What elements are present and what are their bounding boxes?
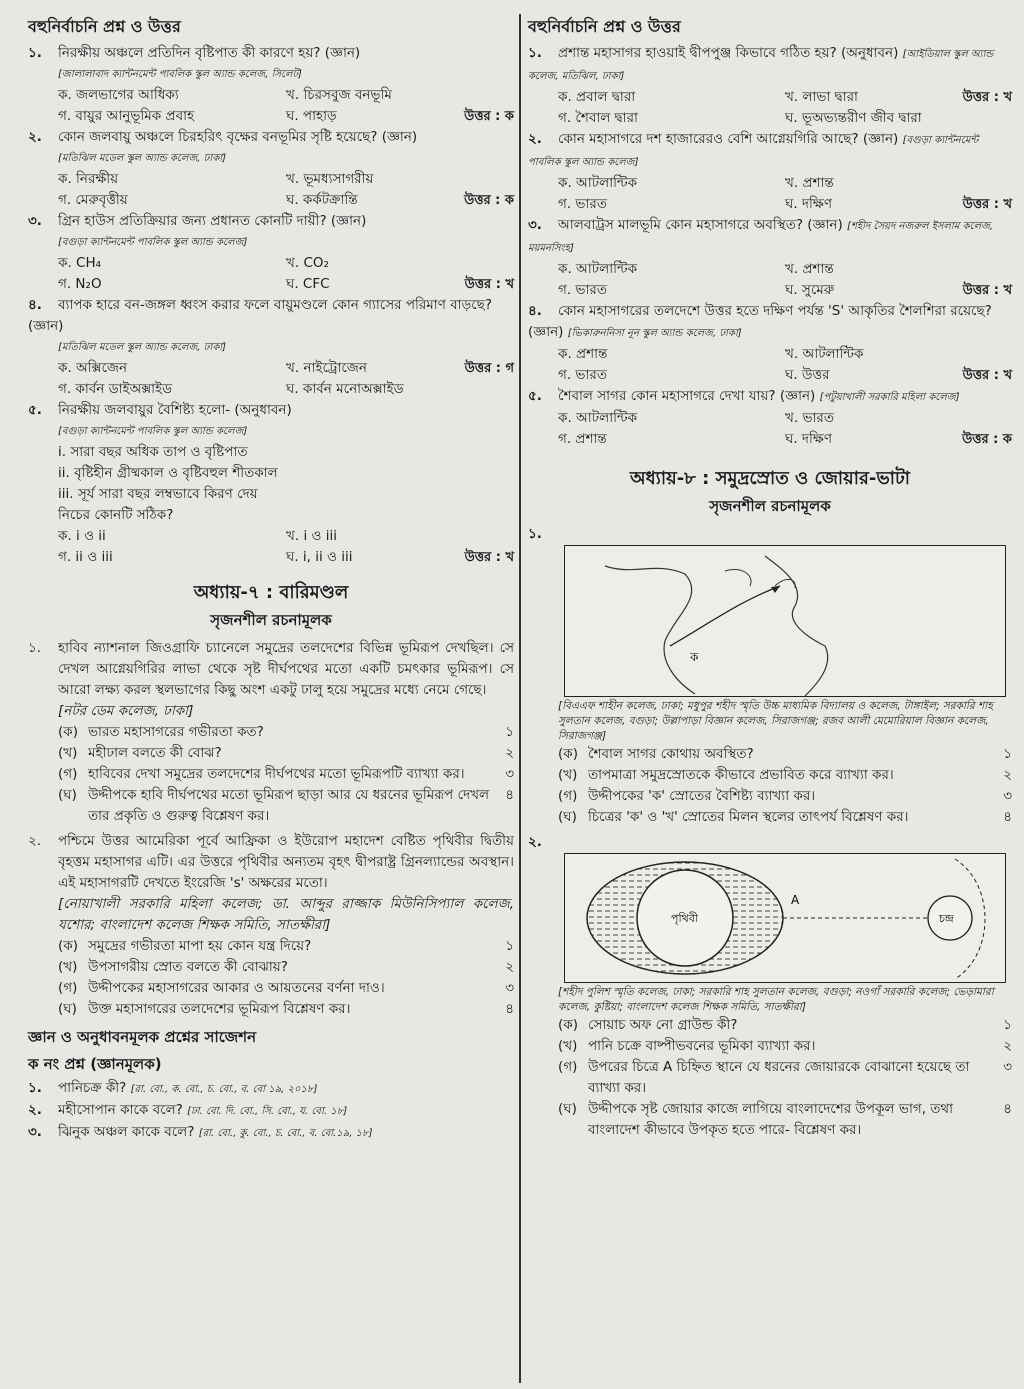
marks: ২ xyxy=(1003,1038,1012,1054)
option: খ. প্রশান্ত xyxy=(785,175,834,191)
option: খ. প্রশান্ত xyxy=(785,261,834,277)
option: ক. প্রবাল দ্বারা xyxy=(558,89,636,105)
option: ঘ. CFC xyxy=(286,276,330,292)
sub-question: পানি চক্রে বাষ্পীভবনের ভূমিকা ব্যাখ্যা কর। xyxy=(588,1038,816,1054)
question-text: আলবাট্রস মালভূমি কোন মহাসাগরে অবস্থিত? (জ্ঞান) xyxy=(558,217,843,233)
question-text: শৈবাল সাগর কোন মহাসাগরে দেখা যায়? (জ্ঞান) xyxy=(558,388,816,404)
source: [বগুড়া ক্যান্টনমেন্ট পাবলিক স্কুল অ্যান্ড কলেজ] xyxy=(528,135,979,168)
option: ঘ. কর্কটক্রান্তি xyxy=(286,192,358,208)
option: গ. শৈবাল দ্বারা xyxy=(558,110,638,126)
sub-question: তাপমাত্রা সমুদ্রস্রোতকে কীভাবে প্রভাবিত করে ব্যাখ্যা কর। xyxy=(588,767,894,783)
answer: উত্তর : খ xyxy=(962,283,1012,298)
source: [শহীদ পুলিশ স্মৃতি কলেজ, ঢাকা; সরকারি শাহ সুলতান কলেজ, বগুড়া; নওগাঁ সরকারি কলেজ; ভেড়ামারা কলেজ, কুষ্টিয়া; বাংলাদেশ কলেজ শিক্ষক সমিতি, সাতক্ষীরা] xyxy=(558,986,994,1013)
source: [ভিকারুননিসা নূন স্কুল অ্যান্ড কলেজ, ঢাকা] xyxy=(567,328,742,339)
left-mcq-list xyxy=(28,43,514,568)
option: ঘ. কার্বন মনোঅক্সাইড xyxy=(286,381,404,397)
option: গ. বায়ুর আনুভূমিক প্রবাহ xyxy=(58,108,195,124)
mcq-item: ২. কোন জলবায়ু অঞ্চলে চিরহরিৎ বৃক্ষের বনভূমির সৃষ্টি হয়েছে? (জ্ঞান) [মতিঝিল মডেল স্কুল অ্যান্ড কলেজ, ঢাকা] ক. নিরক্ষীয় খ. ভূমধ্যসাগরীয় গ. মেরুবৃত্তীয় ঘ. কর্কটক্রান্তি উত্তর : ক xyxy=(28,127,514,211)
option: খ. নাইট্রোজেন xyxy=(286,360,367,376)
source: [রা. বো., ক. বো., চ. বো., ব. বো ১৯, ২০১৮] xyxy=(130,1084,318,1095)
tide-sketch xyxy=(565,854,1005,982)
question-text: কোন মহাসাগরের তলদেশে উত্তর হতে দক্ষিণ পর্যন্ত 'S' আকৃতির শৈলশিরা রয়েছে? (জ্ঞান) xyxy=(528,303,992,340)
source: [ঢা. বো. দি. বো., সি. বো., য. বো. ১৮] xyxy=(187,1106,348,1117)
right-mcq-heading: বহুনির্বাচনি প্রশ্ন ও উত্তর xyxy=(528,17,681,36)
option: ক. প্রশান্ত xyxy=(558,346,608,362)
suggestion-heading: জ্ঞান ও অনুধাবনমূলক প্রশ্নের সাজেশন xyxy=(28,1028,257,1046)
mcq-item: ৩. আলবাট্রস মালভূমি কোন মহাসাগরে অবস্থিত? (জ্ঞান) [শহীদ সৈয়দ নজরুল ইসলাম কলেজ, ময়মনসিংহ] ক. আটলান্টিক খ. প্রশান্ত গ. ভারত ঘ. সুমেরু উত্তর : খ xyxy=(528,215,1012,301)
marks: ৪ xyxy=(1003,809,1012,825)
option: ক. আটলান্টিক xyxy=(558,175,638,191)
k-question-heading: ক নং প্রশ্ন (জ্ঞানমূলক) xyxy=(28,1055,162,1073)
creative-question: ২. পৃথিবী A চন্দ্র [শহীদ পুলিশ স্মৃতি কলেজ, ঢাকা; সরকারি শাহ সুলতান কলেজ, বগুড়া; নওগাঁ সরকারি কলেজ; ভেড়ামারা কলেজ, কুষ্টিয়া; বাংলাদেশ কলেজ শিক্ষক সমিতি, সাতক্ষীরা] (ক) সোয়াচ অফ নো গ্রাউন্ড কী? ১ (খ) পানি চক্রে বাষ্পীভবনের ভূমিকা ব্যাখ্যা কর। ২ (গ) উপরের চিত্রে A চিহ্নিত স্থানে যে ধরনের জোয়ারকে বোঝানো হয়েছে তা ব্যাখ্যা কর। ৩ (ঘ) উদ্দীপকে সৃষ্ট জোয়ার কাজে লাগিয়ে বাংলাদেশের উপকূল ভাগ, তথা বাংলাদেশ কীভাবে উপকৃত হতে পারে- বিশ্লেষণ কর। ৪ xyxy=(528,832,1012,1141)
marks: ২ xyxy=(505,959,514,975)
marks: ১ xyxy=(1003,1017,1012,1033)
source: [নোয়াখালী সরকারি মহিলা কলেজ; ডা. আব্দুর রাজ্জাক মিউনিসিপ্যাল কলেজ, যশোর; বাংলাদেশ কলেজ শিক্ষক সমিতি, সাতক্ষীরা] xyxy=(58,896,514,933)
creative-heading: সৃজনশীল রচনামূলক xyxy=(210,611,332,629)
option: গ. মেরুবৃত্তীয় xyxy=(58,192,128,208)
source: [মতিঝিল মডেল স্কুল অ্যান্ড কলেজ, ঢাকা] xyxy=(58,153,227,164)
marks: ২ xyxy=(1003,767,1012,783)
option: ক. আটলান্টিক xyxy=(558,261,638,277)
option: ঘ. সুমেরু xyxy=(785,282,835,298)
question-text: ঝিনুক অঞ্চল কাকে বলে? xyxy=(58,1124,195,1140)
earth-label: পৃথিবী xyxy=(671,912,699,925)
mcq-item: ৪. ব্যাপক হারে বন-জঙ্গল ধ্বংস করার ফলে বায়ুমণ্ডলে কোন গ্যাসের পরিমাণ বাড়ছে? (জ্ঞান) [মতিঝিল মডেল স্কুল অ্যান্ড কলেজ, ঢাকা] ক. অক্সিজেন খ. নাইট্রোজেন উত্তর : গ গ. কার্বন ডাইঅক্সাইড ঘ. কার্বন মনোঅক্সাইড xyxy=(28,295,514,400)
sub-question: সমুদ্রের গভীরতা মাপা হয় কোন যন্ত্র দিয়ে? xyxy=(88,938,312,954)
americas-coast xyxy=(605,566,695,694)
statement: i. সারা বছর অধিক তাপ ও বৃষ্টিপাত xyxy=(58,444,248,460)
option: গ. ভারত xyxy=(558,282,607,298)
map-sketch xyxy=(565,546,1005,696)
point-a-label: A xyxy=(791,893,800,907)
option: খ. লাভা দ্বারা xyxy=(785,89,858,105)
tide-diagram xyxy=(564,853,1006,983)
answer: উত্তর : খ xyxy=(962,197,1012,212)
sub-question: উদ্দীপকের 'ক' স্রোতের বৈশিষ্ট্য ব্যাখ্যা কর। xyxy=(588,788,816,804)
answer: উত্তর : গ xyxy=(464,361,514,376)
answer: উত্তর : ক xyxy=(464,109,514,124)
marks: ১ xyxy=(505,724,514,740)
option: খ. CO₂ xyxy=(286,255,329,271)
mcq-item: ৩. গ্রিন হাউস প্রতিক্রিয়ার জন্য প্রধানত কোনটি দায়ী? (জ্ঞান) [বগুড়া ক্যান্টনমেন্ট পাবলিক স্কুল অ্যান্ড কলেজ] ক. CH₄ খ. CO₂ গ. N₂O ঘ. CFC উত্তর : খ xyxy=(28,211,514,295)
sub-question: শৈবাল সাগর কোথায় অবস্থিত? xyxy=(588,746,754,762)
source: [রা. বো., কু. বো., চ. বো., ব. বো.১৯, ১৮] xyxy=(198,1128,373,1139)
sub-question: হাবিবের দেখা সমুদ্রের তলদেশের দীর্ঘপথের মতো ভূমিরূপটি ব্যাখ্যা কর। xyxy=(88,766,465,782)
greenland-outline xyxy=(725,569,751,586)
stimulus-text: হাবিব ন্যাশনাল জিওগ্রাফি চ্যানেলে সমুদ্রের তলদেশের বিভিন্ন ভূমিরূপ দেখছিল। সে দেখল আগ্নেয়গিরির লাভা থেকে সৃষ্ট দীর্ঘপথের মতো একটি চমৎকার ভূমিরূপ। সে আরো লক্ষ্য করল স্থলভাগের কিছু অংশ একটু ঢালু হয়ে সমুদ্রের মধ্যে নেমে গেছে। xyxy=(58,640,514,698)
mcq-item: ৪. কোন মহাসাগরের তলদেশে উত্তর হতে দক্ষিণ পর্যন্ত 'S' আকৃতির শৈলশিরা রয়েছে? (জ্ঞান) [ভিকারুননিসা নূন স্কুল অ্যান্ড কলেজ, ঢাকা] ক. প্রশান্ত খ. আটলান্টিক গ. ভারত ঘ. উত্তর উত্তর : খ xyxy=(528,301,1012,386)
source: [পটুয়াখালী সরকারি মহিলা কলেজ] xyxy=(819,392,960,403)
mcq-item: ৫. নিরক্ষীয় জলবায়ুর বৈশিষ্ট্য হলো- (অনুধাবন) [বগুড়া ক্যান্টনমেন্ট পাবলিক স্কুল অ্যান্ড কলেজ] i. সারা বছর অধিক তাপ ও বৃষ্টিপাত ii. বৃষ্টিহীন গ্রীষ্মকাল ও বৃষ্টিবহুল শীতকাল iii. সূর্য সারা বছর লম্বভাবে কিরণ দেয় নিচের কোনটি সঠিক? ক. i ও ii খ. i ও iii গ. ii ও iii ঘ. i, ii ও iii উত্তর : খ xyxy=(28,400,514,568)
marks: ৩ xyxy=(1003,1059,1012,1075)
option: ক. অক্সিজেন xyxy=(58,360,128,376)
source: [বগুড়া ক্যান্টনমেন্ট পাবলিক স্কুল অ্যান্ড কলেজ] xyxy=(58,426,248,437)
option: খ. ভূমধ্যসাগরীয় xyxy=(286,171,374,187)
question-text: মহীসোপান কাকে বলে? xyxy=(58,1102,183,1118)
marks: ৩ xyxy=(1003,788,1012,804)
creative-question: ১. হাবিব ন্যাশনাল জিওগ্রাফি চ্যানেলে সমুদ্রের তলদেশের বিভিন্ন ভূমিরূপ দেখছিল। সে দেখল আগ্নেয়গিরির লাভা থেকে সৃষ্ট দীর্ঘপথের মতো একটি চমৎকার ভূমিরূপ। সে আরো লক্ষ্য করল স্থলভাগের কিছু অংশ একটু ঢালু হয়ে সমুদ্রের মধ্যে নেমে গেছে। [নটর ডেম কলেজ, ঢাকা] (ক) ভারত মহাসাগরের গভীরতা কত? ১ (খ) মহীঢাল বলতে কী বোঝ? ২ (গ) হাবিবের দেখা সমুদ্রের তলদেশের দীর্ঘপথের মতো ভূমিরূপটি ব্যাখ্যা কর। ৩ (ঘ) উদ্দীপকে হাবি দীর্ঘপথের মতো ভূমিরূপ ছাড়া আর যে ধরনের ভূমিরূপ দেখল তার প্রকৃতি ও গুরুত্ব বিশ্লেষণ কর। ৪ xyxy=(28,638,514,827)
option: ঘ. ভূঅভ্যন্তরীণ জীব দ্বারা xyxy=(785,110,922,126)
sub-question: চিত্রের 'ক' ও 'খ' স্রোতের মিলন স্থলের তাৎপর্য বিশ্লেষণ কর। xyxy=(588,809,909,825)
moon-label: চন্দ্র xyxy=(939,912,954,925)
option: ক. CH₄ xyxy=(58,255,102,271)
sub-question: উপসাগরীয় স্রোত বলতে কী বোঝায়? xyxy=(88,959,288,975)
marks: ১ xyxy=(505,938,514,954)
source: [বিএএফ শাহীন কলেজ, ঢাকা; মধুপুর শহীদ স্মৃতি উচ্চ মাধ্যমিক বিদ্যালয় ও কলেজ, টাঙ্গাইল; সরকারি শাহ সুলতান কলেজ, বগুড়া; উল্লাপাড়া বিজ্ঞান কলেজ, সিরাজগঞ্জ; রজব আলী মেমোরিয়াল বিজ্ঞান কলেজ, সিরাজগঞ্জ] xyxy=(558,700,993,742)
option: খ. i ও iii xyxy=(286,528,337,544)
question-text: কোন মহাসাগরে দশ হাজারেরও বেশি আগ্নেয়গিরি আছে? (জ্ঞান) xyxy=(558,131,899,147)
left-column: বহুনির্বাচনি প্রশ্ন ও উত্তর ১. নিরক্ষীয় অঞ্চলে প্রতিদিন বৃষ্টিপাত কী কারণে হয়? (জ্ঞান) [জালালাবাদ ক্যান্টনমেন্ট পাবলিক স্কুল অ্যান্ড কলেজ, সিলেট] ক. জলভাগের আধিক্য খ. চিরসবুজ বনভূমি গ. বায়ুর আনুভূমিক প্রবাহ ঘ. পাহাড় উত্তর : ক ২. কোন জলবায়ু অঞ্চলে চিরহরিৎ বৃক্ষের বনভূমির সৃষ্টি হয়েছে? (জ্ঞান) [মতিঝিল মডেল স্কুল অ্যান্ড কলেজ, ঢাকা] ক. নিরক্ষীয় খ. ভূমধ্যসাগরীয় গ. মেরুবৃত্তীয় ঘ. কর্কটক্রান্তি উত্তর : ক ৩. গ্রিন হাউস প্রতিক্রিয়ার জন্য প্রধানত কোনটি দায়ী? (জ্ঞান) [বগুড়া ক্যান্টনমেন্ট পাবলিক স্কুল অ্যান্ড কলেজ] ক. CH₄ খ. CO₂ গ. N₂O ঘ. CFC উত্তর : খ ৪. ব্যাপক হারে বন-জঙ্গল ধ্বংস করার ফলে বায়ুমণ্ডলে কোন গ্যাসের পরিমাণ বাড়ছে? (জ্ঞান) [মতিঝিল মডেল স্কুল অ্যান্ড কলেজ, ঢাকা] ক. অক্সিজেন খ. নাইট্রোজেন উত্তর : গ গ. কার্বন ডাইঅক্সাইড ঘ. কার্বন মনোঅক্সাইড ৫. নিরক্ষীয় জলবায়ুর বৈশিষ্ট্য হলো- (অনুধাবন) [বগুড়া ক্যান্টনমেন্ট পাবলিক স্কুল অ্যান্ড কলেজ] i. সারা বছর অধিক তাপ ও বৃষ্টিপাত ii. বৃষ্টিহীন গ্রীষ্মকাল ও বৃষ্টিবহুল শীতকাল iii. সূর্য সারা বছর লম্বভাবে কিরণ দেয় নিচের কোনটি সঠিক? ক. i ও ii খ. i ও iii গ. ii ও iii ঘ. i, ii ও iii উত্তর : খ অধ্যায়-৭ : বারিমণ্ডল সৃজনশীল রচনামূলক ১. হাবিব ন্যাশনাল জিওগ্রাফি চ্যানেলে সমুদ্রের তলদেশের বিভিন্ন ভূমিরূপ দেখছিল। সে দেখল আগ্নেয়গিরির লাভা থেকে সৃষ্ট দীর্ঘপথের মতো একটি চমৎকার ভূমিরূপ। সে আরো লক্ষ্য করল স্থলভাগের কিছু অংশ একটু ঢালু হয়ে সমুদ্রের মধ্যে নেমে গেছে। [নটর ডেম কলেজ, ঢাকা] (ক) ভারত মহাসাগরের গভীরতা কত? ১ (খ) মহীঢাল বলতে কী বোঝ? ২ (গ) হাবিবের দেখা সমুদ্রের তলদেশের দীর্ঘপথের মতো ভূমিরূপটি ব্যাখ্যা কর। ৩ (ঘ) উদ্দীপকে হাবি দীর্ঘপথের মতো ভূমিরূপ ছাড়া আর যে ধরনের ভূমিরূপ দেখল তার প্রকৃতি ও গুরুত্ব বিশ্লেষণ কর। ৪ ২. পশ্চিমে উত্তর আমেরিকা পূর্বে আফ্রিকা ও ইউরোপ মহাদেশ বেষ্টিত পৃথিবীর দ্বিতীয় বৃহত্তম মহাসাগর এটি। এর উত্তরে পৃথিবীর অন্যতম বৃহৎ দ্বীপরাষ্ট্র গ্রিনল্যান্ডের অবস্থান। এই মহাসাগরটি দেখতে ইংরেজি 's' অক্ষরের মতো। [নোয়াখালী সরকারি মহিলা কলেজ; ডা. আব্দুর রাজ্জাক মিউনিসিপ্যাল কলেজ, যশোর; বাংলাদেশ কলেজ শিক্ষক সমিতি, সাতক্ষীরা] (ক) সমুদ্রের গভীরতা মাপা হয় কোন যন্ত্র দিয়ে? ১ (খ) উপসাগরীয় স্রোত বলতে কী বোঝায়? ২ (গ) উদ্দীপকের মহাসাগরের আকার ও আয়তনের বর্ণনা দাও। ৩ (ঘ) উক্ত মহাসাগরের তলদেশের ভূমিরূপ বিশ্লেষণ কর। ৪ জ্ঞান ও অনুধাবনমূলক প্রশ্নের সাজেশন ক নং প্রশ্ন (জ্ঞানমূলক) ১. পানিচক্র কী? [রা. বো., ক. বো., চ. বো., ব. বো ১৯, ২০১৮] ২. মহীসোপান কাকে বলে? [ঢা. বো. দি. বো., সি. বো., য. বো. ১৮] ৩. ঝিনুক অঞ্চল কাকে বলে? [রা. বো., কু. বো., চ. বো., ব. বো.১৯, ১৮] xyxy=(28,0,514,1389)
creative-heading: সৃজনশীল রচনামূলক xyxy=(709,497,831,515)
sub-question: উপরের চিত্রে A চিহ্নিত স্থানে যে ধরনের জোয়ারকে বোঝানো হয়েছে তা ব্যাখ্যা কর। xyxy=(588,1059,970,1096)
option: ঘ. দক্ষিণ xyxy=(785,196,832,212)
current-arrow xyxy=(670,586,780,646)
option: গ. ভারত xyxy=(558,367,607,383)
sub-question: উদ্দীপকের মহাসাগরের আকার ও আয়তনের বর্ণনা দাও। xyxy=(88,980,385,996)
option: খ. ভারত xyxy=(785,410,834,426)
option: ঘ. i, ii ও iii xyxy=(286,549,353,565)
answer: উত্তর : খ xyxy=(464,550,514,565)
option: খ. চিরসবুজ বনভূমি xyxy=(286,87,392,103)
option: ঘ. উত্তর xyxy=(785,367,830,383)
option: ঘ. দক্ষিণ xyxy=(785,431,832,447)
source: [নটর ডেম কলেজ, ঢাকা] xyxy=(58,703,194,719)
sub-question: উদ্দীপকে সৃষ্ট জোয়ার কাজে লাগিয়ে বাংলাদেশের উপকূল ভাগ, তথা বাংলাদেশ কীভাবে উপকৃত হতে পারে- বিশ্লেষণ কর। xyxy=(588,1101,954,1138)
ocean-current-map xyxy=(564,545,1006,697)
option: ক. নিরক্ষীয় xyxy=(58,171,119,187)
marks: ৩ xyxy=(505,766,514,782)
left-mcq-heading: বহুনির্বাচনি প্রশ্ন ও উত্তর xyxy=(28,17,181,36)
source: [আইডিয়াল স্কুল অ্যান্ড কলেজ, মতিঝিল, ঢাকা] xyxy=(528,49,994,82)
answer: উত্তর : ক xyxy=(464,193,514,208)
statement-prompt: নিচের কোনটি সঠিক? xyxy=(58,507,174,523)
marks: ২ xyxy=(505,745,514,761)
sub-question: সোয়াচ অফ নো গ্রাউন্ড কী? xyxy=(588,1017,738,1033)
question-text: কোন জলবায়ু অঞ্চলে চিরহরিৎ বৃক্ষের বনভূমির সৃষ্টি হয়েছে? (জ্ঞান) xyxy=(58,129,418,145)
chapter-title: অধ্যায়-৭ : বারিমণ্ডল xyxy=(193,582,349,603)
marks: ১ xyxy=(1003,746,1012,762)
source: [শহীদ সৈয়দ নজরুল ইসলাম কলেজ, ময়মনসিংহ] xyxy=(528,221,994,254)
answer: উত্তর : খ xyxy=(464,277,514,292)
sub-question: মহীঢাল বলতে কী বোঝ? xyxy=(88,745,222,761)
europe-africa-coast xyxy=(765,556,828,696)
source: [জালালাবাদ ক্যান্টনমেন্ট পাবলিক স্কুল অ্যান্ড কলেজ, সিলেট] xyxy=(58,69,302,80)
chapter-title: অধ্যায়-৮ : সমুদ্রস্রোত ও জোয়ার-ভাটা xyxy=(629,468,910,489)
answer: উত্তর : ক xyxy=(962,432,1012,447)
option: ক. জলভাগের আধিক্য xyxy=(58,87,179,103)
mcq-item: ২. কোন মহাসাগরে দশ হাজারেরও বেশি আগ্নেয়গিরি আছে? (জ্ঞান) [বগুড়া ক্যান্টনমেন্ট পাবলিক স্কুল অ্যান্ড কলেজ] ক. আটলান্টিক খ. প্রশান্ত গ. ভারত ঘ. দক্ষিণ উত্তর : খ xyxy=(528,129,1012,215)
option: গ. কার্বন ডাইঅক্সাইড xyxy=(58,381,173,397)
creative-question: ১. ক [বিএএফ শাহীন কলেজ, ঢাকা; মধুপুর শহীদ স্মৃতি উচ্চ মাধ্যমিক বিদ্যালয় ও কলেজ, টাঙ্গাইল; সরকারি শাহ সুলতান কলেজ, বগুড়া; উল্লাপাড়া বিজ্ঞান কলেজ, সিরাজগঞ্জ; রজব আলী মেমোরিয়াল বিজ্ঞান কলেজ, সিরাজগঞ্জ] (ক) শৈবাল সাগর কোথায় অবস্থিত? ১ (খ) তাপমাত্রা সমুদ্রস্রোতকে কীভাবে প্রভাবিত করে ব্যাখ্যা কর। ২ (গ) উদ্দীপকের 'ক' স্রোতের বৈশিষ্ট্য ব্যাখ্যা কর। ৩ (ঘ) চিত্রের 'ক' ও 'খ' স্রোতের মিলন স্থলের তাৎপর্য বিশ্লেষণ কর। ৪ xyxy=(528,524,1012,828)
source: [বগুড়া ক্যান্টনমেন্ট পাবলিক স্কুল অ্যান্ড কলেজ] xyxy=(58,237,248,248)
answer: উত্তর : খ xyxy=(962,368,1012,383)
option: ক. আটলান্টিক xyxy=(558,410,638,426)
statement: iii. সূর্য সারা বছর লম্বভাবে কিরণ দেয় xyxy=(58,486,258,502)
mcq-item: ৫. শৈবাল সাগর কোন মহাসাগরে দেখা যায়? (জ্ঞান) [পটুয়াখালী সরকারি মহিলা কলেজ] ক. আটলান্টিক খ. ভারত গ. প্রশান্ত ঘ. দক্ষিণ উত্তর : ক xyxy=(528,386,1012,450)
option: খ. আটলান্টিক xyxy=(785,346,864,362)
option: ঘ. পাহাড় xyxy=(286,108,337,124)
marks: ৪ xyxy=(1003,1101,1012,1117)
mcq-item: ১. প্রশান্ত মহাসাগর হাওয়াই দ্বীপপুঞ্জ কিভাবে গঠিত হয়? (অনুধাবন) [আইডিয়াল স্কুল অ্যান্ড কলেজ, মতিঝিল, ঢাকা] ক. প্রবাল দ্বারা খ. লাভা দ্বারা উত্তর : খ গ. শৈবাল দ্বারা ঘ. ভূঅভ্যন্তরীণ জীব দ্বারা xyxy=(528,43,1012,129)
mcq-item: ১. নিরক্ষীয় অঞ্চলে প্রতিদিন বৃষ্টিপাত কী কারণে হয়? (জ্ঞান) [জালালাবাদ ক্যান্টনমেন্ট পাবলিক স্কুল অ্যান্ড কলেজ, সিলেট] ক. জলভাগের আধিক্য খ. চিরসবুজ বনভূমি গ. বায়ুর আনুভূমিক প্রবাহ ঘ. পাহাড় উত্তর : ক xyxy=(28,43,514,127)
question-text: নিরক্ষীয় জলবায়ুর বৈশিষ্ট্য হলো- (অনুধাবন) xyxy=(58,402,292,418)
creative-question: ২. পশ্চিমে উত্তর আমেরিকা পূর্বে আফ্রিকা ও ইউরোপ মহাদেশ বেষ্টিত পৃথিবীর দ্বিতীয় বৃহত্তম মহাসাগর এটি। এর উত্তরে পৃথিবীর অন্যতম বৃহৎ দ্বীপরাষ্ট্র গ্রিনল্যান্ডের অবস্থান। এই মহাসাগরটি দেখতে ইংরেজি 's' অক্ষরের মতো। [নোয়াখালী সরকারি মহিলা কলেজ; ডা. আব্দুর রাজ্জাক মিউনিসিপ্যাল কলেজ, যশোর; বাংলাদেশ কলেজ শিক্ষক সমিতি, সাতক্ষীরা] (ক) সমুদ্রের গভীরতা মাপা হয় কোন যন্ত্র দিয়ে? ১ (খ) উপসাগরীয় স্রোত বলতে কী বোঝায়? ২ (গ) উদ্দীপকের মহাসাগরের আকার ও আয়তনের বর্ণনা দাও। ৩ (ঘ) উক্ত মহাসাগরের তলদেশের ভূমিরূপ বিশ্লেষণ কর। ৪ xyxy=(28,831,514,1020)
stimulus-text: পশ্চিমে উত্তর আমেরিকা পূর্বে আফ্রিকা ও ইউরোপ মহাদেশ বেষ্টিত পৃথিবীর দ্বিতীয় বৃহত্তম মহাসাগর এটি। এর উত্তরে পৃথিবীর অন্যতম বৃহৎ দ্বীপরাষ্ট্র গ্রিনল্যান্ডের অবস্থান। এই মহাসাগরটি দেখতে ইংরেজি 's' অক্ষরের মতো। xyxy=(58,833,514,891)
column-divider xyxy=(519,14,521,1383)
question-text: পানিচক্র কী? xyxy=(58,1080,127,1096)
option: গ. প্রশান্ত xyxy=(558,431,607,447)
option: গ. ii ও iii xyxy=(58,549,113,565)
option: গ. N₂O xyxy=(58,276,102,292)
question-text: প্রশান্ত মহাসাগর হাওয়াই দ্বীপপুঞ্জ কিভাবে গঠিত হয়? (অনুধাবন) xyxy=(558,45,899,61)
source: [মতিঝিল মডেল স্কুল অ্যান্ড কলেজ, ঢাকা] xyxy=(58,342,227,353)
statement: ii. বৃষ্টিহীন গ্রীষ্মকাল ও বৃষ্টিবহুল শীতকাল xyxy=(58,465,278,481)
option: গ. ভারত xyxy=(558,196,607,212)
question-text: নিরক্ষীয় অঞ্চলে প্রতিদিন বৃষ্টিপাত কী কারণে হয়? (জ্ঞান) xyxy=(58,45,361,61)
marks: ৪ xyxy=(505,1001,514,1017)
question-text: গ্রিন হাউস প্রতিক্রিয়ার জন্য প্রধানত কোনটি দায়ী? (জ্ঞান) xyxy=(58,213,367,229)
sub-question: উদ্দীপকে হাবি দীর্ঘপথের মতো ভূমিরূপ ছাড়া আর যে ধরনের ভূমিরূপ দেখল তার প্রকৃতি ও গুরুত্ব বিশ্লেষণ কর। xyxy=(88,787,490,824)
marks: ৩ xyxy=(505,980,514,996)
marks: ৪ xyxy=(505,787,514,803)
question-text: ব্যাপক হারে বন-জঙ্গল ধ্বংস করার ফলে বায়ুমণ্ডলে কোন গ্যাসের পরিমাণ বাড়ছে? (জ্ঞান) xyxy=(28,297,492,334)
sub-question: ভারত মহাসাগরের গভীরতা কত? xyxy=(88,724,264,740)
answer: উত্তর : খ xyxy=(962,90,1012,105)
option: ক. i ও ii xyxy=(58,528,106,544)
right-column xyxy=(528,0,1012,1389)
current-label-ka: ক xyxy=(690,650,699,664)
sub-question: উক্ত মহাসাগরের তলদেশের ভূমিরূপ বিশ্লেষণ কর। xyxy=(88,1001,351,1017)
